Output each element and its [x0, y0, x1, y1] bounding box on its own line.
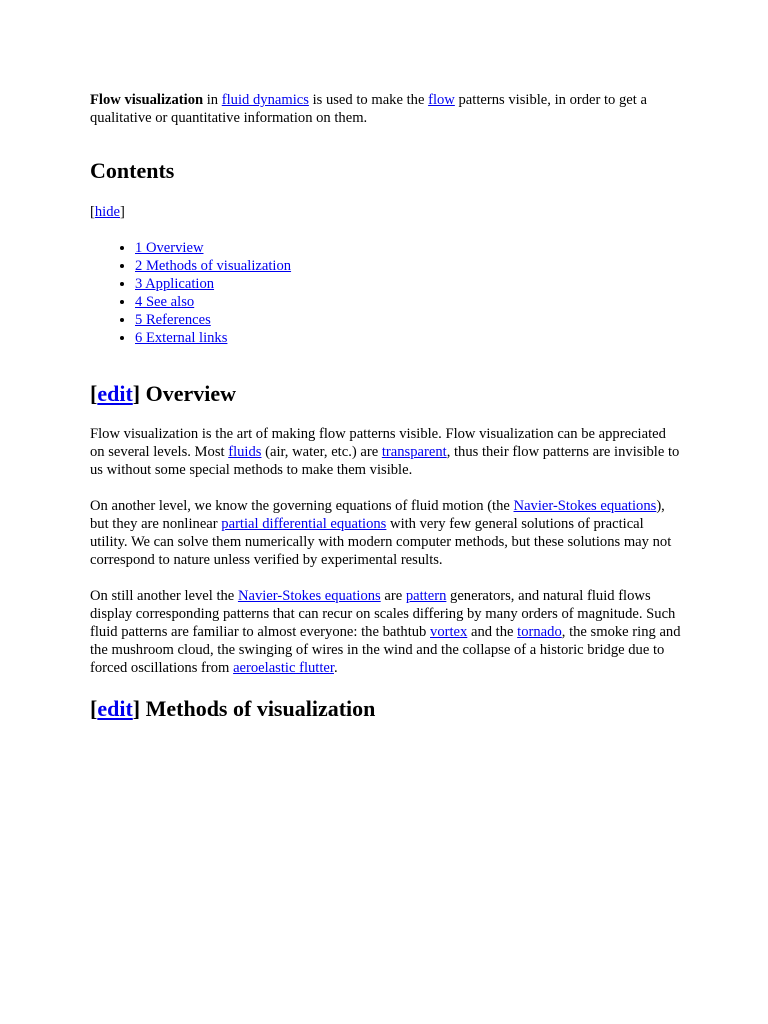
- link-flow[interactable]: flow: [428, 92, 455, 108]
- link-vortex[interactable]: vortex: [430, 624, 468, 640]
- methods-heading: [90, 696, 682, 722]
- toc-item-overview: [135, 239, 682, 257]
- overview-p2-text-3: with very few general solutions of practical utility. We can solve them numerically with modern computer methods, but these solutions may not correspond to nature unless verified by experimental results.: [90, 516, 672, 568]
- toc-bracket-close: ]: [120, 204, 125, 220]
- methods-edit-link[interactable]: edit: [97, 696, 133, 721]
- overview-p2-text-1: On another level, we know the governing equations of fluid motion (the: [90, 498, 514, 514]
- toc-link-references[interactable]: 5 References: [135, 312, 211, 328]
- toc-heading: Contents: [90, 158, 175, 183]
- overview-p1-text-3: , thus their flow patterns are invisible to us without some special methods to make them visible.: [90, 444, 680, 478]
- overview-bracket-close: ]: [132, 381, 141, 406]
- intro-term: Flow visualization: [90, 92, 204, 108]
- overview-bracket-open: [: [90, 381, 98, 406]
- overview-paragraph-1: [90, 425, 682, 479]
- overview-paragraph-2: [90, 497, 682, 569]
- toc-item-methods: [135, 257, 682, 275]
- toc-item-external-links: [135, 329, 682, 347]
- methods-bracket-open: [: [90, 696, 98, 721]
- toc-item-application: [135, 275, 682, 293]
- overview-paragraph-3: [90, 587, 682, 677]
- link-aeroelastic-flutter[interactable]: aeroelastic flutter: [233, 660, 334, 676]
- link-tornado[interactable]: tornado: [517, 624, 562, 640]
- toc-bracket-open: [: [90, 204, 95, 220]
- link-transparent[interactable]: transparent: [381, 444, 447, 460]
- link-fluid-dynamics[interactable]: fluid dynamics: [221, 92, 309, 108]
- overview-p3-text-3: generators, and natural fluid flows display corresponding patterns that can recur on scales differing by many orders of magnitude. Such fluid patterns are familiar to almost everyone: the bathtub: [90, 588, 676, 640]
- methods-title: Methods of visualization: [140, 696, 376, 721]
- link-pattern[interactable]: pattern: [405, 588, 447, 604]
- toc-item-references: [135, 311, 682, 329]
- overview-p3-text-6: .: [333, 660, 338, 676]
- link-fluids[interactable]: fluids: [228, 444, 262, 460]
- overview-heading: [90, 381, 682, 407]
- toc-hide-link[interactable]: hide: [94, 204, 121, 220]
- overview-p3-text-1: On still another level the: [90, 588, 238, 604]
- intro-text-3: patterns visible, in order to get a qualitative or quantitative information on them.: [90, 92, 647, 126]
- toc-link-overview[interactable]: 1 Overview: [135, 240, 204, 256]
- toc-link-see-also[interactable]: 4 See also: [135, 294, 195, 310]
- overview-p3-text-4: and the: [467, 624, 518, 640]
- overview-p1-text-1: Flow visualization is the art of making flow patterns visible. Flow visualization can be appreciated on several levels. Most: [90, 426, 666, 460]
- link-partial-differential-equations[interactable]: partial differential equations: [221, 516, 387, 532]
- article-body: [90, 91, 682, 722]
- intro-text-2: is used to make the: [308, 92, 429, 108]
- toc-item-see-also: [135, 293, 682, 311]
- overview-edit-link[interactable]: edit: [97, 381, 133, 406]
- overview-p1-text-2: (air, water, etc.) are: [261, 444, 382, 460]
- intro-paragraph: [90, 91, 682, 127]
- toc-link-application[interactable]: 3 Application: [135, 276, 215, 292]
- overview-p2-text-2: ), but they are nonlinear: [90, 498, 665, 532]
- toc-link-external-links[interactable]: 6 External links: [135, 330, 228, 346]
- toc-list: [90, 239, 682, 347]
- methods-bracket-close: ]: [132, 696, 141, 721]
- intro-text-1: in: [203, 92, 222, 108]
- toc-toggle: [90, 203, 682, 221]
- overview-title: Overview: [140, 381, 237, 406]
- link-navier-stokes-equations-2[interactable]: Navier-Stokes equations: [237, 588, 381, 604]
- overview-p3-text-2: are: [380, 588, 406, 604]
- link-navier-stokes-equations[interactable]: Navier-Stokes equations: [513, 498, 657, 514]
- toc-link-methods[interactable]: 2 Methods of visualization: [135, 258, 292, 274]
- overview-p3-text-5: , the smoke ring and the mushroom cloud, the swinging of wires in the wind and the collapse of a historic bridge due to forced oscillations from: [90, 624, 681, 676]
